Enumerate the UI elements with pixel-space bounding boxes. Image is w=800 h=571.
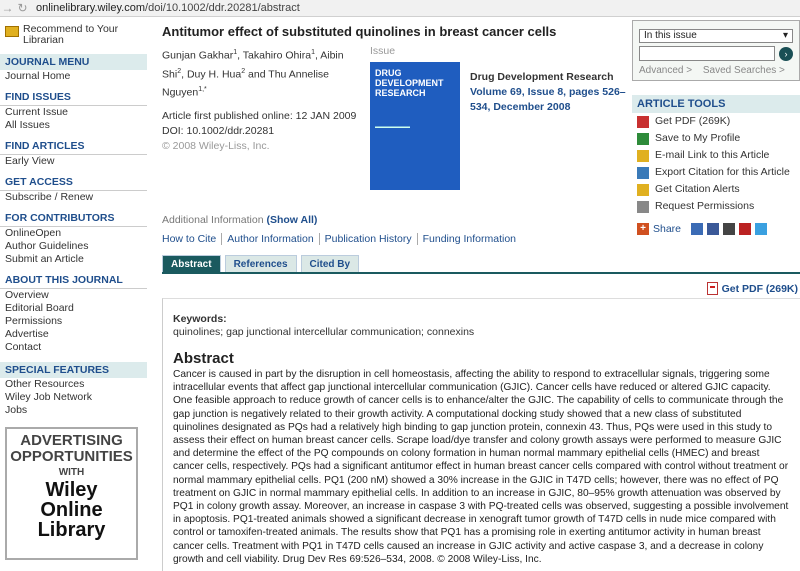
journal-title[interactable]: Drug Development Research — [470, 71, 614, 83]
nav-section-title: GET ACCESS — [0, 176, 147, 191]
chevron-down-icon: ▾ — [782, 30, 788, 41]
tab-cited-by[interactable]: Cited By — [301, 255, 360, 272]
list-icon[interactable] — [691, 223, 703, 235]
url-field[interactable]: onlinelibrary.wiley.com/doi/10.1002/ddr.20281/abstract — [36, 2, 300, 14]
nav-link[interactable]: Contact — [5, 341, 42, 353]
article-tool-label: Export Citation for this Article — [655, 166, 790, 178]
article-tool[interactable] — [632, 181, 800, 198]
nav-section-title: SPECIAL FEATURES — [0, 362, 147, 378]
left-sidebar — [0, 18, 147, 560]
tab-abstract[interactable]: Abstract — [162, 255, 221, 272]
nav-link[interactable]: Early View — [5, 155, 55, 167]
article-tool-label: Get PDF (269K) — [655, 115, 731, 127]
author-name[interactable]: Gunjan Gakhar — [162, 49, 234, 62]
author-name[interactable]: Duy H. Hua — [186, 68, 242, 80]
nav-section-title: FOR CONTRIBUTORS — [0, 212, 147, 227]
volume-link[interactable]: Volume 69, Issue 8, pages 526–534, December 2008 — [470, 86, 626, 113]
nav-link[interactable]: Wiley Job Network — [5, 391, 92, 403]
nav-link[interactable]: Submit an Article — [5, 253, 84, 265]
nav-section — [0, 91, 147, 132]
article-main — [162, 18, 630, 245]
publication-date: Article first published online: 12 JAN 2009 — [162, 109, 357, 122]
nav-link[interactable]: Overview — [5, 289, 49, 301]
article-tool-label: Save to My Profile — [655, 132, 741, 144]
info-links — [162, 233, 630, 245]
get-pdf-link[interactable]: Get PDF (269K) — [707, 282, 798, 295]
author-affiliation: 1 — [233, 49, 238, 56]
nav-link[interactable]: Editorial Board — [5, 302, 74, 314]
issue-label: Issue — [370, 45, 396, 57]
tab-references[interactable]: References — [225, 255, 297, 272]
author-name[interactable]: Aibin Shi — [162, 49, 344, 80]
abstract-panel — [162, 298, 800, 571]
envelope-icon — [5, 26, 19, 37]
nav-link[interactable]: Jobs — [5, 404, 28, 416]
delicious-icon[interactable] — [723, 223, 735, 235]
nav-section — [0, 176, 147, 204]
search-go-button[interactable]: › — [779, 47, 793, 61]
mendeley-icon[interactable] — [739, 223, 751, 235]
share-plus-icon[interactable]: + — [637, 223, 649, 235]
right-sidebar — [632, 18, 800, 243]
article-tools-heading: ARTICLE TOOLS — [632, 95, 800, 113]
back-icon[interactable]: → — [1, 1, 14, 15]
copyright: © 2008 Wiley-Liss, Inc. — [162, 139, 270, 152]
pdf-icon — [707, 282, 718, 295]
plus-circle-icon — [637, 133, 649, 145]
nav-link[interactable]: Advertise — [5, 328, 49, 340]
keywords-label: Keywords: — [173, 313, 227, 325]
article-tool[interactable] — [632, 113, 800, 130]
author-affiliation: 2 — [177, 67, 182, 75]
facebook-icon[interactable] — [707, 223, 719, 235]
article-tool[interactable] — [632, 130, 800, 147]
nav-section-title: FIND ARTICLES — [0, 140, 147, 155]
nav-section — [0, 274, 147, 354]
article-title: Antitumor effect of substituted quinolines in breast cancer cells — [162, 24, 557, 39]
nav-section-title: ABOUT THIS JOURNAL — [0, 274, 147, 289]
share-bar — [632, 215, 800, 243]
info-link[interactable]: Funding Information — [422, 233, 517, 245]
nav-link[interactable]: Author Guidelines — [5, 240, 89, 252]
author-name[interactable]: Thu Annelise Nguyen — [162, 68, 330, 99]
author-list: Gunjan Gakhar$^1$, Takahiro Ohira$^1$, Aibin Shi$^2$, Duy H. Hua$^2$ and Thu Annelise Nguyen$^{1,*}$ — [162, 49, 344, 99]
author-name[interactable]: Takahiro Ohira — [242, 49, 312, 62]
article-tool-label: Get Citation Alerts — [655, 183, 740, 195]
advertising-banner[interactable]: ADVERTISING OPPORTUNITIES WITH Wiley Online Library — [5, 427, 138, 560]
abstract-text: Cancer is caused in part by the disruption in cell homeostasis, affecting the ability to respond to extracellular signals, triggering some intracellular events that affect gap junctional intercellular communication (GJIC). Cancer cells have reduced or altered GJIC capacity. One feasible approach to reduce growth of cancer cells is to enhance/alter the GJIC. The capability of cells to communicate through the gap junction is negatively related to their growth activity. A computational docking study showed that a new class of substituted quinolines designated as PQs had a relatively high binding to gap junction protein, connexin 43. Thus, PQs were used in this study to assess their effect on human breast cancer cells. Scrape load/dye transfer and colony growth assays were performed to measure GJIC and determine the effect of the PQ compounds on colony formation in human normal mammary epithelial cells (HMEC) and breast cancer cells, respectively. PQs had a significant antitumor effect in human breast cancer cells compared with control without treatment or normal mammary epithelial cells. PQ1 (200 nM) showed a 30% increase in the GJIC in T47D cells; however, there was no effect of PQ treatment on GJIC in normal mammary epithelial cells. In addition to an increase in GJIC, 80–95% growth attenuation was observed by PQ1 in colony growth assay. Moreover, an increase in caspase 3 with PQ-treated cells was observed, suggesting a possible involvement in apoptosis. PQ1-treated animals showed a significant decrease in xenograft tumor growth of T47D cells in nude mice compared with control or tamoxifen-treated animals. The results show that PQ1 has a promising role in exerting antitumor activity in human breast cancer cells. Treatment with PQ1 in T47D cells caused an increase in GJIC activity and active caspase 3, and a decrease in colony growth and cell viability. Drug Dev Res 69:526–534, 2008. © 2008 Wiley-Liss, Inc. — [173, 369, 789, 565]
abstract-heading: Abstract — [173, 350, 234, 367]
article-tool[interactable] — [632, 198, 800, 215]
journal-cover[interactable]: DRUG DEVELOPMENT RESEARCH ▬▬▬▬▬▬▬ — [370, 62, 460, 190]
show-all-link[interactable]: (Show All) — [266, 214, 318, 226]
nav-link[interactable]: Journal Home — [5, 70, 71, 82]
nav-section-title: FIND ISSUES — [0, 91, 147, 106]
article-tool[interactable] — [632, 147, 800, 164]
article-tool-label: E-mail Link to this Article — [655, 149, 770, 161]
nav-link[interactable]: All Issues — [5, 119, 50, 131]
article-tool-label: Request Permissions — [655, 200, 755, 212]
pdf-icon — [637, 116, 649, 128]
nav-link[interactable]: Subscribe / Renew — [5, 191, 94, 203]
search-box — [632, 20, 800, 81]
nav-link[interactable]: OnlineOpen — [5, 227, 62, 239]
export-icon — [637, 167, 649, 179]
envelope-icon — [637, 150, 649, 162]
additional-information: Additional Information (Show All) — [162, 214, 318, 226]
keywords: quinolines; gap junctional intercellular communication; connexins — [173, 326, 475, 338]
reload-icon[interactable]: ↻ — [17, 1, 28, 15]
author-affiliation: 1 — [311, 49, 315, 56]
browser-address-bar — [0, 0, 800, 17]
advanced-search-link[interactable]: Advanced > — [639, 65, 693, 76]
saved-searches-link[interactable]: Saved Searches > — [702, 65, 785, 76]
author-affiliation: 2 — [241, 67, 246, 75]
alert-envelope-icon — [637, 184, 649, 196]
nav-section — [0, 362, 147, 417]
search-input[interactable] — [639, 46, 775, 61]
nav-section — [0, 140, 147, 168]
nav-section — [0, 212, 147, 266]
twitter-icon[interactable] — [755, 223, 767, 235]
doi: DOI: 10.1002/ddr.20281 — [162, 124, 275, 137]
article-tabs — [162, 255, 800, 274]
nav-link[interactable]: Permissions — [5, 315, 63, 327]
search-scope-select[interactable]: In this issue ▾ — [639, 29, 793, 43]
info-link[interactable]: Publication History — [320, 233, 418, 245]
nav-section — [0, 54, 147, 83]
info-link[interactable]: Author Information — [222, 233, 319, 245]
info-link[interactable]: How to Cite — [162, 233, 222, 245]
author-affiliation: 1,* — [198, 86, 207, 93]
nav-link[interactable]: Other Resources — [5, 378, 85, 390]
recommend-librarian-link[interactable]: Recommend to Your Librarian — [0, 18, 147, 46]
nav-section-title: JOURNAL MENU — [0, 54, 147, 70]
nav-link[interactable]: Current Issue — [5, 106, 69, 118]
article-tool[interactable] — [632, 164, 800, 181]
permissions-icon — [637, 201, 649, 213]
journal-info — [470, 70, 630, 115]
share-link[interactable]: Share — [653, 223, 682, 235]
